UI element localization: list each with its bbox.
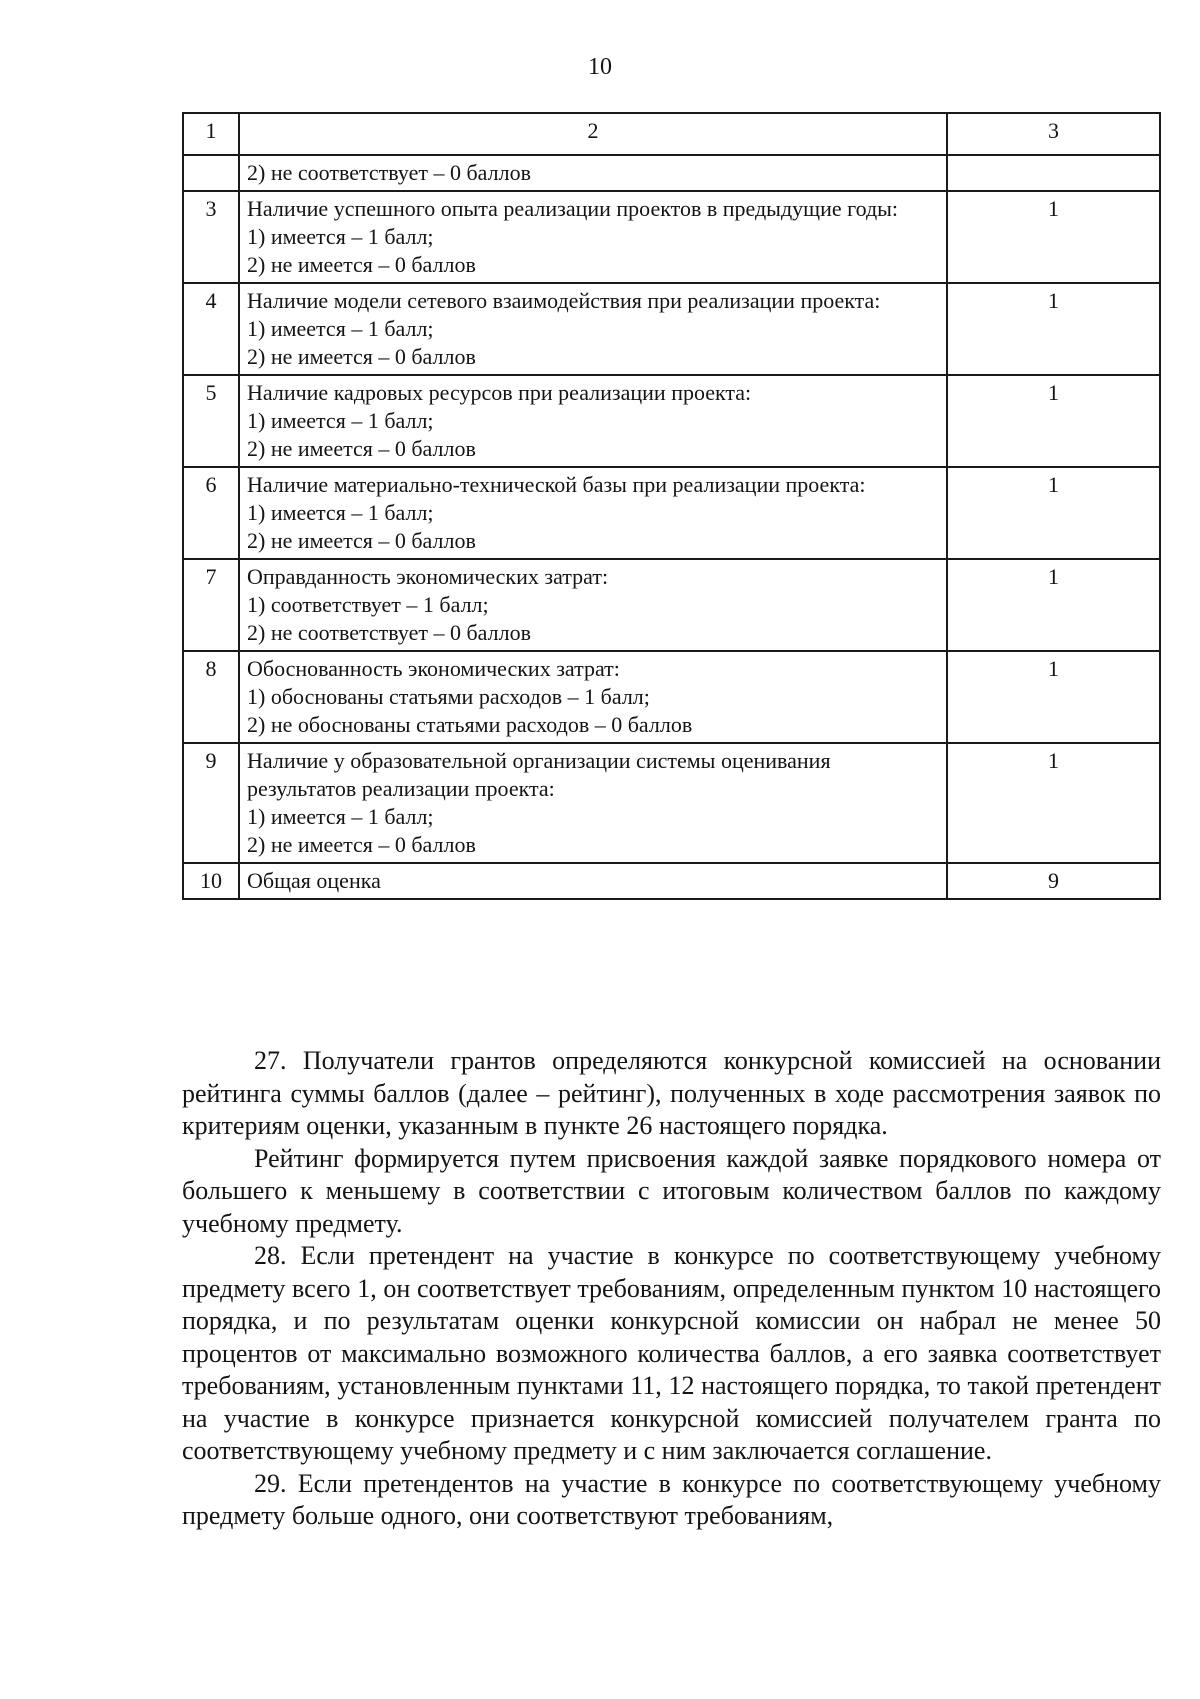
criterion-line: 2) не имеется – 0 баллов bbox=[247, 252, 476, 277]
paragraph: 28. Если претендент на участие в конкурсе по соответствующему учебному предмету всего 1, он соответствует требованиям, определенным пунктом 10 настоящего порядка, и по результатам оценки конкурсной комиссии он набрал не менее 50 процентов от максимально возможного количества баллов, а его заявка соответствует требованиям, установленным пунктами 11, 12 настоящего порядка, то такой претендент на участие в конкурсе признается конкурсной комиссией получателем гранта по соответствующему учебному предмету и с ним заключается соглашение. bbox=[182, 1241, 1161, 1465]
max-score-cell: 9 bbox=[947, 863, 1160, 899]
criterion-line: 2) не соответствует – 0 баллов bbox=[247, 160, 531, 185]
criterion-line: Оправданность экономических затрат: bbox=[247, 564, 609, 589]
criterion-line: Наличие материально-технической базы при реализации проекта: bbox=[247, 472, 866, 497]
header-cell: 1 bbox=[183, 113, 239, 155]
criterion-line: Наличие успешного опыта реализации проектов в предыдущие годы: bbox=[247, 196, 899, 221]
table-row bbox=[183, 155, 1160, 191]
max-score-cell bbox=[947, 155, 1160, 191]
criterion-cell bbox=[239, 155, 947, 191]
table-row bbox=[183, 467, 1160, 559]
row-number-cell: 8 bbox=[183, 651, 239, 743]
row-number-cell bbox=[183, 155, 239, 191]
criterion-cell bbox=[239, 191, 947, 283]
criterion-cell bbox=[239, 743, 947, 863]
criterion-line: 1) соответствует – 1 балл; bbox=[247, 592, 489, 617]
table-row bbox=[183, 743, 1160, 863]
paragraph: 29. Если претендентов на участие в конкурсе по соответствующему учебному предмету больше одного, они соответствуют требованиям, bbox=[182, 1468, 1161, 1530]
table-row bbox=[183, 283, 1160, 375]
criterion-cell bbox=[239, 283, 947, 375]
header-cell: 3 bbox=[947, 113, 1160, 155]
max-score-cell: 1 bbox=[947, 375, 1160, 467]
criterion-line: 1) имеется – 1 балл; bbox=[247, 316, 434, 341]
criterion-line: 1) обоснованы статьями расходов – 1 балл; bbox=[247, 684, 650, 709]
criterion-cell bbox=[239, 863, 947, 899]
paragraph: 27. Получатели грантов определяются конкурсной комиссией на основании рейтинга суммы баллов (далее – рейтинг), полученных в ходе рассмотрения заявок по критериям оценки, указанным в пункте 26 настоящего порядка. bbox=[182, 1046, 1161, 1140]
row-number-cell: 6 bbox=[183, 467, 239, 559]
body-text bbox=[182, 1045, 1161, 1533]
criterion-line: 2) не имеется – 0 баллов bbox=[247, 344, 476, 369]
max-score-cell: 1 bbox=[947, 467, 1160, 559]
header-cell: 2 bbox=[239, 113, 947, 155]
criterion-line: Общая оценка bbox=[247, 868, 381, 893]
criterion-line: 1) имеется – 1 балл; bbox=[247, 804, 434, 829]
criterion-line: Наличие кадровых ресурсов при реализации проекта: bbox=[247, 380, 752, 405]
criterion-line: Наличие модели сетевого взаимодействия при реализации проекта: bbox=[247, 288, 881, 313]
max-score-cell: 1 bbox=[947, 283, 1160, 375]
row-number-cell: 9 bbox=[183, 743, 239, 863]
table-row bbox=[183, 559, 1160, 651]
criterion-line: 1) имеется – 1 балл; bbox=[247, 500, 434, 525]
max-score-cell: 1 bbox=[947, 651, 1160, 743]
row-number-cell: 7 bbox=[183, 559, 239, 651]
row-number-cell: 4 bbox=[183, 283, 239, 375]
criterion-line: Обоснованность экономических затрат: bbox=[247, 656, 620, 681]
row-number-cell: 5 bbox=[183, 375, 239, 467]
criterion-line: 2) не соответствует – 0 баллов bbox=[247, 620, 531, 645]
criterion-line: 1) имеется – 1 балл; bbox=[247, 408, 434, 433]
criterion-cell bbox=[239, 651, 947, 743]
criterion-cell bbox=[239, 467, 947, 559]
table-row bbox=[183, 863, 1160, 899]
criterion-cell bbox=[239, 559, 947, 651]
max-score-cell: 1 bbox=[947, 191, 1160, 283]
criterion-line: 2) не имеется – 0 баллов bbox=[247, 832, 476, 857]
criterion-line: 2) не имеется – 0 баллов bbox=[247, 436, 476, 461]
max-score-cell: 1 bbox=[947, 743, 1160, 863]
table-header-row bbox=[183, 113, 1160, 155]
criteria-table bbox=[182, 112, 1161, 900]
criterion-line: Наличие у образовательной организации системы оценивания результатов реализации проекта: bbox=[247, 748, 837, 801]
page-number: 10 bbox=[588, 54, 612, 80]
criterion-line: 1) имеется – 1 балл; bbox=[247, 224, 434, 249]
row-number-cell: 3 bbox=[183, 191, 239, 283]
max-score-cell: 1 bbox=[947, 559, 1160, 651]
criterion-line: 2) не обоснованы статьями расходов – 0 баллов bbox=[247, 712, 693, 737]
row-number-cell: 10 bbox=[183, 863, 239, 899]
table-row bbox=[183, 651, 1160, 743]
table-row bbox=[183, 375, 1160, 467]
table-row bbox=[183, 191, 1160, 283]
criterion-cell bbox=[239, 375, 947, 467]
criterion-line: 2) не имеется – 0 баллов bbox=[247, 528, 476, 553]
paragraph: Рейтинг формируется путем присвоения каждой заявке порядкового номера от большего к меньшему в соответствии с итоговым количеством баллов по каждому учебному предмету. bbox=[182, 1143, 1161, 1238]
